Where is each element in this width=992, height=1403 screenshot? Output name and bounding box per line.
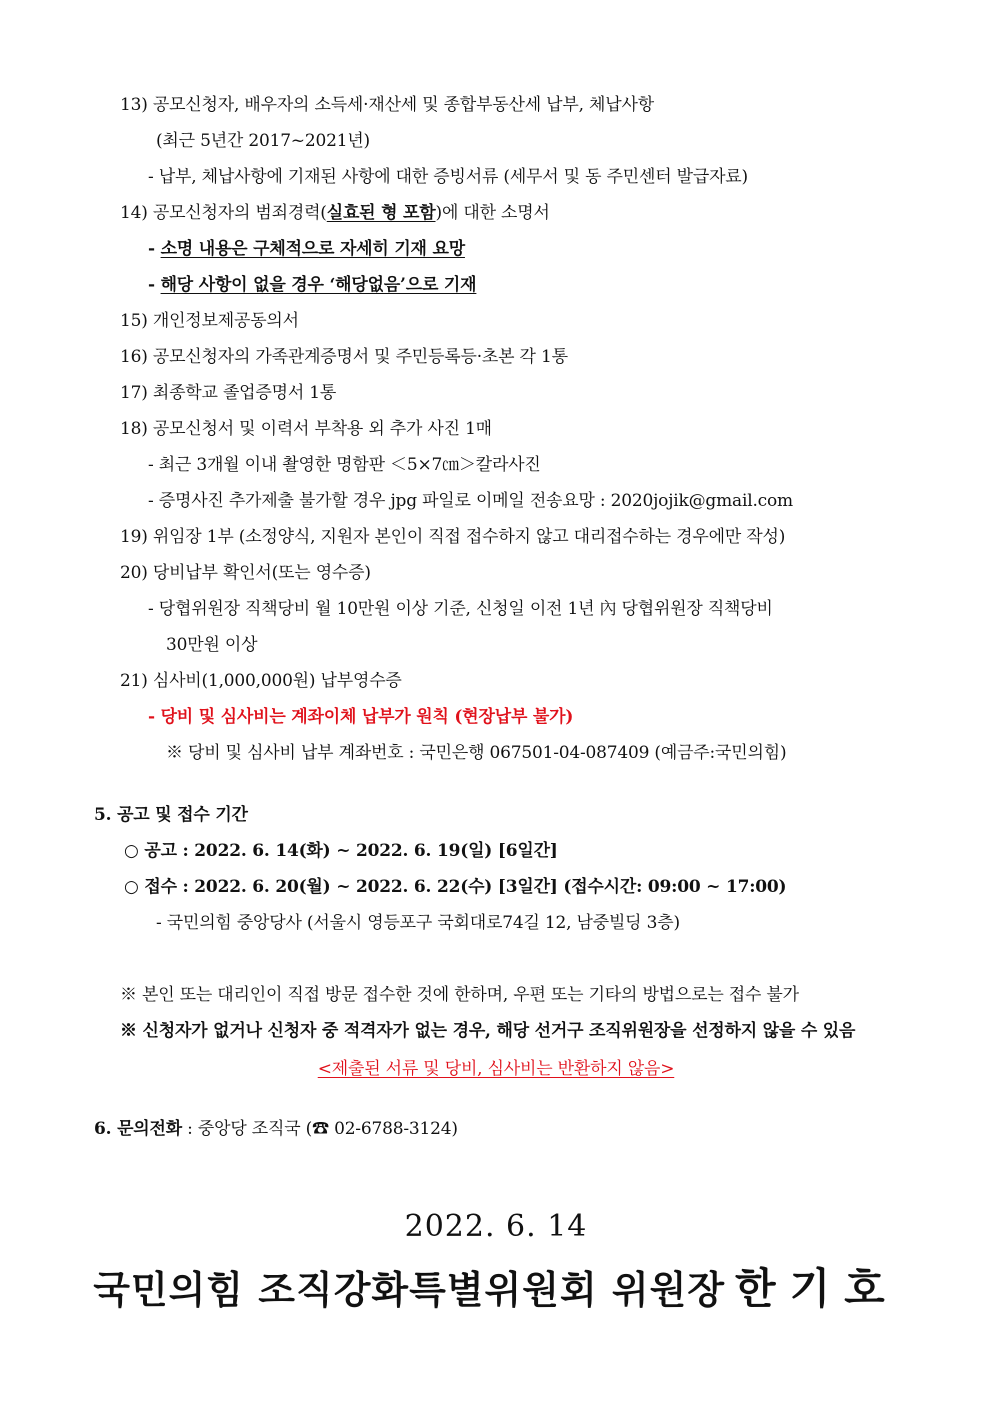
item-17: 17) 최종학교 졸업증명서 1통 <box>120 383 337 403</box>
receipt-period: ○ 접수 : 2022. 6. 20(월) ~ 2022. 6. 22(수) [3일간] (접수시간: 09:00 ~ 17:00) <box>124 877 787 897</box>
item-14-sub1-text: 소명 내용은 구체적으로 자세히 기재 요망 <box>160 239 465 259</box>
item-18: 18) 공모신청서 및 이력서 부착용 외 추가 사진 1매 <box>120 419 492 439</box>
item-15: 15) 개인정보제공동의서 <box>120 311 299 331</box>
section-6-label: 6. 문의전화 <box>94 1119 182 1139</box>
item-21-account-note: ※ 당비 및 심사비 납부 계좌번호 : 국민은행 067501-04-087409 (예금주:국민의힘) <box>166 743 787 763</box>
signature-org: 국민의힘 조직강화특별위원회 위원장 <box>93 1267 726 1312</box>
item-20-sub1-cont: 30만원 이상 <box>166 635 258 655</box>
item-18-sub1: - 최근 3개월 이내 촬영한 명함판 ＜5×7㎝＞칼라사진 <box>148 455 541 475</box>
signature-name: 한기호 <box>735 1264 899 1313</box>
item-14-sub2 <box>148 274 476 296</box>
item-18-sub2: - 증명사진 추가제출 불가할 경우 jpg 파일로 이메일 전송요망 : 2020jojik@gmail.com <box>148 491 793 511</box>
note-2: ※ 신청자가 없거나 신청자 중 적격자가 없는 경우, 해당 선거구 조직위원장을 선정하지 않을 수 있음 <box>120 1021 856 1041</box>
note-1: ※ 본인 또는 대리인이 직접 방문 접수한 것에 한하며, 우편 또는 기타의 방법으로는 접수 불가 <box>120 985 799 1005</box>
notice-period: ○ 공고 : 2022. 6. 14(화) ~ 2022. 6. 19(일) [6일간] <box>124 841 558 861</box>
item-14-sub1 <box>148 238 465 260</box>
dash: - <box>148 275 161 295</box>
document-date: 2022. 6. 14 <box>404 1209 588 1244</box>
section-5-title: 5. 공고 및 접수 기간 <box>94 805 248 825</box>
item-20: 20) 당비납부 확인서(또는 영수증) <box>120 563 371 583</box>
dash: - <box>148 239 161 259</box>
section-6-value: : 중앙당 조직국 (☎ 02-6788-3124) <box>181 1119 458 1139</box>
receipt-place: - 국민의힘 중앙당사 (서울시 영등포구 국회대로74길 12, 남중빌딩 3층) <box>156 913 680 933</box>
item-21-sub1: - 당비 및 심사비는 계좌이체 납부가 원칙 (현장납부 불가) <box>148 707 574 727</box>
item-14-sub2-text: 해당 사항이 없을 경우 ‘해당없음’으로 기재 <box>160 275 477 295</box>
item-13-sub: - 납부, 체납사항에 기재된 사항에 대한 증빙서류 (세무서 및 동 주민센터 발급자료) <box>148 167 748 187</box>
note-3: <제출된 서류 및 당비, 심사비는 반환하지 않음> <box>317 1059 675 1079</box>
item-13-period: (최근 5년간 2017~2021년) <box>156 131 370 151</box>
item-13: 13) 공모신청자, 배우자의 소득세·재산세 및 종합부동산세 납부, 체납사항 <box>120 95 654 115</box>
section-6 <box>94 1118 458 1140</box>
item-14 <box>120 202 550 224</box>
item-19: 19) 위임장 1부 (소정양식, 지원자 본인이 직접 접수하지 않고 대리접수하는 경우에만 작성) <box>120 527 786 547</box>
item-14-post: )에 대한 소명서 <box>435 203 550 223</box>
item-16: 16) 공모신청자의 가족관계증명서 및 주민등록등·초본 각 1통 <box>120 347 568 367</box>
item-14-pre: 14) 공모신청자의 범죄경력( <box>120 203 327 223</box>
item-21: 21) 심사비(1,000,000원) 납부영수증 <box>120 671 402 691</box>
item-14-emphasis: 실효된 형 포함 <box>326 203 436 223</box>
item-20-sub1: - 당협위원장 직책당비 월 10만원 이상 기준, 신청일 이전 1년 內 당협위원장 직책당비 <box>148 599 773 619</box>
signature-line <box>0 1266 992 1313</box>
